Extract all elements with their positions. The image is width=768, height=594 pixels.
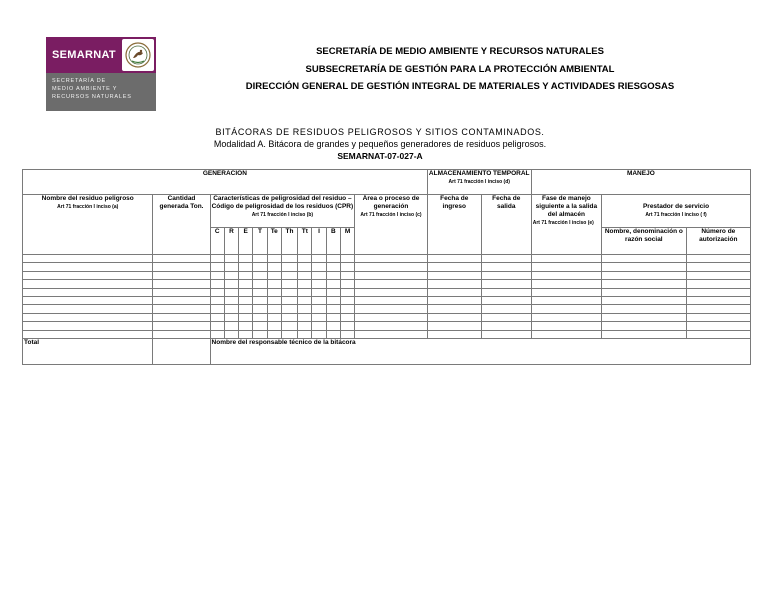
table-cell[interactable] — [686, 255, 750, 263]
table-cell[interactable] — [253, 271, 267, 279]
table-cell[interactable] — [239, 263, 253, 271]
table-cell[interactable] — [531, 255, 601, 263]
table-row — [23, 288, 751, 296]
table-cell[interactable] — [427, 263, 481, 271]
cpr-code-i: I — [312, 228, 326, 255]
table-row — [23, 330, 751, 338]
document-modality: Modalidad A. Bitácora de grandes y pequeños generadores de residuos peligrosos. — [213, 139, 547, 149]
table-cell[interactable] — [224, 255, 238, 263]
table-cell[interactable] — [153, 313, 210, 321]
table-cell[interactable] — [267, 255, 281, 263]
table-cell[interactable] — [481, 313, 531, 321]
header-direccion: DIRECCIÓN GENERAL DE GESTIÓN INTEGRAL DE MATERIALES Y ACTIVIDADES RIESGOSAS — [245, 81, 675, 92]
table-cell[interactable] — [602, 255, 687, 263]
table-cell[interactable] — [253, 305, 267, 313]
table-cell[interactable] — [267, 288, 281, 296]
table-cell[interactable] — [253, 322, 267, 330]
table-cell[interactable] — [312, 313, 326, 321]
header-subsecretaria: SUBSECRETARÍA DE GESTIÓN PARA LA PROTECCIÓN AMBIENTAL — [305, 64, 615, 75]
col-razon-social: Nombre, denominación o razón social — [602, 228, 687, 255]
table-cell[interactable] — [340, 322, 354, 330]
table-cell[interactable] — [531, 313, 601, 321]
table-cell[interactable] — [602, 296, 687, 304]
col-nombre-residuo: Nombre del residuo peligroso Art 71 fracción I inciso (a) — [23, 195, 153, 255]
table-cell[interactable] — [340, 305, 354, 313]
table-cell[interactable] — [153, 263, 210, 271]
table-cell[interactable] — [224, 313, 238, 321]
table-cell[interactable] — [281, 296, 297, 304]
table-cell[interactable] — [210, 255, 224, 263]
total-label: Total — [23, 338, 153, 364]
cpr-code-th: Th — [281, 228, 297, 255]
table-cell[interactable] — [602, 305, 687, 313]
table-cell[interactable] — [267, 330, 281, 338]
table-cell[interactable] — [531, 322, 601, 330]
table-cell[interactable] — [281, 330, 297, 338]
table-cell[interactable] — [224, 322, 238, 330]
table-cell[interactable] — [602, 288, 687, 296]
table-cell[interactable] — [312, 296, 326, 304]
responsable-tecnico-cell[interactable]: Nombre del responsable técnico de la bitácora — [210, 338, 750, 364]
group-manejo: MANEJO — [531, 170, 750, 195]
table-cell[interactable] — [355, 305, 428, 313]
table-row — [23, 305, 751, 313]
table-cell[interactable] — [686, 280, 750, 288]
table-cell[interactable] — [23, 280, 153, 288]
table-cell[interactable] — [153, 330, 210, 338]
table-cell[interactable] — [481, 305, 531, 313]
table-cell[interactable] — [602, 330, 687, 338]
table-cell[interactable] — [602, 271, 687, 279]
table-cell[interactable] — [355, 263, 428, 271]
table-row — [23, 271, 751, 279]
table-cell[interactable] — [298, 271, 312, 279]
table-cell[interactable] — [239, 305, 253, 313]
table-cell[interactable] — [281, 322, 297, 330]
table-cell[interactable] — [340, 330, 354, 338]
table-cell[interactable] — [253, 263, 267, 271]
table-cell[interactable] — [281, 305, 297, 313]
table-cell[interactable] — [153, 288, 210, 296]
table-cell[interactable] — [686, 322, 750, 330]
group-almacenamiento: ALMACENAMIENTO TEMPORAL Art 71 fracción I inciso (d) — [427, 170, 531, 195]
table-cell[interactable] — [23, 305, 153, 313]
table-cell[interactable] — [326, 288, 340, 296]
table-cell[interactable] — [326, 305, 340, 313]
cpr-code-e: E — [239, 228, 253, 255]
table-cell[interactable] — [326, 313, 340, 321]
table-cell[interactable] — [267, 313, 281, 321]
cpr-code-te: Te — [267, 228, 281, 255]
table-row — [23, 280, 751, 288]
table-cell[interactable] — [153, 296, 210, 304]
table-cell[interactable] — [686, 305, 750, 313]
table-cell[interactable] — [298, 313, 312, 321]
table-cell[interactable] — [531, 263, 601, 271]
table-cell[interactable] — [298, 255, 312, 263]
table-cell[interactable] — [23, 271, 153, 279]
table-cell[interactable] — [427, 305, 481, 313]
table-cell[interactable] — [686, 263, 750, 271]
cpr-code-m: M — [340, 228, 354, 255]
table-cell[interactable] — [355, 296, 428, 304]
cpr-code-t: T — [253, 228, 267, 255]
table-cell[interactable] — [481, 271, 531, 279]
table-cell[interactable] — [153, 280, 210, 288]
table-cell[interactable] — [531, 280, 601, 288]
table-cell[interactable] — [281, 313, 297, 321]
table-cell[interactable] — [267, 322, 281, 330]
table-cell[interactable] — [531, 288, 601, 296]
table-cell[interactable] — [312, 288, 326, 296]
table-cell[interactable] — [281, 271, 297, 279]
table-cell[interactable] — [23, 330, 153, 338]
table-cell[interactable] — [481, 322, 531, 330]
logo-brand-band — [46, 37, 156, 73]
table-cell[interactable] — [686, 330, 750, 338]
table-cell[interactable] — [312, 330, 326, 338]
group-header-row — [23, 170, 751, 195]
table-cell[interactable] — [355, 280, 428, 288]
table-row — [23, 322, 751, 330]
table-cell[interactable] — [210, 305, 224, 313]
table-cell[interactable] — [153, 322, 210, 330]
cpr-code-tt: Tt — [298, 228, 312, 255]
table-cell[interactable] — [602, 322, 687, 330]
cpr-code-b: B — [326, 228, 340, 255]
table-cell[interactable] — [281, 288, 297, 296]
header-secretaria: SECRETARÍA DE MEDIO AMBIENTE Y RECURSOS NATURALES — [316, 46, 604, 57]
mexico-coat-of-arms-icon — [122, 39, 154, 71]
table-cell[interactable] — [253, 255, 267, 263]
total-row — [23, 338, 751, 364]
col-cpr: Características de peligrosidad del residuo – Código de peligrosidad de los residuos (CPR) Art 71 fracción I inciso (b) — [210, 195, 355, 228]
table-cell[interactable] — [686, 296, 750, 304]
table-cell[interactable] — [686, 313, 750, 321]
table-cell[interactable] — [481, 330, 531, 338]
table-cell[interactable] — [224, 263, 238, 271]
table-cell[interactable] — [210, 313, 224, 321]
table-cell[interactable] — [481, 288, 531, 296]
table-cell[interactable] — [355, 330, 428, 338]
table-cell[interactable] — [326, 280, 340, 288]
table-cell[interactable] — [602, 280, 687, 288]
table-cell[interactable] — [481, 280, 531, 288]
table-cell[interactable] — [481, 255, 531, 263]
column-header-row — [23, 195, 751, 228]
table-cell[interactable] — [153, 255, 210, 263]
table-row — [23, 263, 751, 271]
table-cell[interactable] — [340, 280, 354, 288]
table-cell[interactable] — [427, 330, 481, 338]
table-cell[interactable] — [253, 288, 267, 296]
table-cell[interactable] — [326, 271, 340, 279]
table-cell[interactable] — [427, 288, 481, 296]
table-cell[interactable] — [253, 280, 267, 288]
table-cell[interactable] — [602, 263, 687, 271]
group-generacion: GENERACIÓN — [23, 170, 428, 195]
table-cell[interactable] — [298, 322, 312, 330]
table-cell[interactable] — [281, 280, 297, 288]
table-cell[interactable] — [340, 288, 354, 296]
logo-brand-text: SEMARNAT — [52, 49, 116, 61]
table-cell[interactable] — [312, 305, 326, 313]
table-cell[interactable] — [531, 296, 601, 304]
table-cell[interactable] — [267, 305, 281, 313]
table-cell[interactable] — [312, 322, 326, 330]
table-cell[interactable] — [224, 271, 238, 279]
table-cell[interactable] — [267, 280, 281, 288]
table-cell[interactable] — [298, 288, 312, 296]
table-cell[interactable] — [267, 263, 281, 271]
table-cell[interactable] — [326, 255, 340, 263]
table-cell[interactable] — [355, 313, 428, 321]
table-cell[interactable] — [153, 305, 210, 313]
table-cell[interactable] — [326, 296, 340, 304]
document-title: BITÁCORAS DE RESIDUOS PELIGROSOS Y SITIOS CONTAMINADOS. — [215, 127, 545, 137]
table-cell[interactable] — [239, 313, 253, 321]
table-cell[interactable] — [281, 255, 297, 263]
cpr-code-c: C — [210, 228, 224, 255]
table-cell[interactable] — [340, 263, 354, 271]
table-cell[interactable] — [427, 296, 481, 304]
table-cell[interactable] — [355, 271, 428, 279]
table-cell[interactable] — [298, 305, 312, 313]
table-cell[interactable] — [298, 296, 312, 304]
table-cell[interactable] — [210, 322, 224, 330]
table-row — [23, 255, 751, 263]
table-cell[interactable] — [427, 255, 481, 263]
col-fecha-salida: Fecha de salida — [481, 195, 531, 255]
document-code: SEMARNAT-07-027-A — [337, 151, 423, 161]
table-cell[interactable] — [340, 296, 354, 304]
table-cell[interactable] — [427, 313, 481, 321]
logo-subtitle-band — [46, 73, 156, 111]
table-cell[interactable] — [312, 271, 326, 279]
table-row — [23, 313, 751, 321]
table-cell[interactable] — [153, 271, 210, 279]
table-cell[interactable] — [326, 322, 340, 330]
col-fase-manejo: Fase de manejo siguiente a la salida del almacén Art 71 fracción I inciso (e) — [531, 195, 601, 255]
table-cell[interactable] — [355, 288, 428, 296]
table-cell[interactable] — [355, 322, 428, 330]
table-cell[interactable] — [23, 322, 153, 330]
bitacora-table — [22, 169, 751, 365]
table-cell[interactable] — [23, 313, 153, 321]
table-cell[interactable] — [686, 271, 750, 279]
table-cell[interactable] — [239, 288, 253, 296]
table-cell[interactable] — [210, 330, 224, 338]
table-cell[interactable] — [210, 288, 224, 296]
table-cell[interactable] — [239, 322, 253, 330]
table-cell[interactable] — [224, 288, 238, 296]
table-cell[interactable] — [239, 271, 253, 279]
table-cell[interactable] — [312, 263, 326, 271]
col-cantidad: Cantidad generada Ton. — [153, 195, 210, 255]
table-cell[interactable] — [602, 313, 687, 321]
table-cell[interactable] — [531, 330, 601, 338]
table-cell[interactable] — [239, 280, 253, 288]
table-row — [23, 296, 751, 304]
table-cell[interactable] — [340, 255, 354, 263]
table-cell[interactable] — [281, 263, 297, 271]
table-cell[interactable] — [531, 305, 601, 313]
col-numero-autorizacion: Número de autorización — [686, 228, 750, 255]
table-cell[interactable] — [312, 280, 326, 288]
table-cell[interactable] — [23, 255, 153, 263]
table-cell[interactable] — [210, 263, 224, 271]
table-cell[interactable] — [312, 255, 326, 263]
table-cell[interactable] — [340, 313, 354, 321]
table-cell[interactable] — [298, 263, 312, 271]
table-cell[interactable] — [239, 255, 253, 263]
table-cell[interactable] — [210, 271, 224, 279]
table-cell[interactable] — [239, 296, 253, 304]
table-cell[interactable] — [23, 288, 153, 296]
table-cell[interactable] — [298, 330, 312, 338]
table-cell[interactable] — [481, 263, 531, 271]
logo-subtitle-text: SECRETARÍA DE MEDIO AMBIENTE Y RECURSOS NATURALES — [52, 78, 132, 100]
col-fecha-ingreso: Fecha de ingreso — [427, 195, 481, 255]
total-value-cell[interactable] — [153, 338, 210, 364]
table-cell[interactable] — [427, 322, 481, 330]
semarnat-logo — [46, 37, 156, 111]
table-cell[interactable] — [267, 271, 281, 279]
table-cell[interactable] — [23, 263, 153, 271]
table-cell[interactable] — [224, 305, 238, 313]
table-cell[interactable] — [326, 263, 340, 271]
table-cell[interactable] — [531, 271, 601, 279]
table-cell[interactable] — [224, 330, 238, 338]
table-cell[interactable] — [427, 271, 481, 279]
table-cell[interactable] — [253, 313, 267, 321]
table-cell[interactable] — [210, 280, 224, 288]
table-cell[interactable] — [253, 330, 267, 338]
table-cell[interactable] — [210, 296, 224, 304]
table-cell[interactable] — [267, 296, 281, 304]
col-prestador-servicio: Prestador de servicio Art 71 fracción I inciso ( f) — [602, 195, 751, 228]
cpr-code-r: R — [224, 228, 238, 255]
table-cell[interactable] — [298, 280, 312, 288]
table-cell[interactable] — [427, 280, 481, 288]
table-cell[interactable] — [326, 330, 340, 338]
table-cell[interactable] — [481, 296, 531, 304]
table-cell[interactable] — [355, 255, 428, 263]
table-cell[interactable] — [253, 296, 267, 304]
table-cell[interactable] — [340, 271, 354, 279]
col-area-proceso: Área o proceso de generación Art 71 fracción I inciso (c) — [355, 195, 428, 255]
table-cell[interactable] — [23, 296, 153, 304]
table-cell[interactable] — [686, 288, 750, 296]
table-cell[interactable] — [239, 330, 253, 338]
table-cell[interactable] — [224, 280, 238, 288]
table-cell[interactable] — [224, 296, 238, 304]
